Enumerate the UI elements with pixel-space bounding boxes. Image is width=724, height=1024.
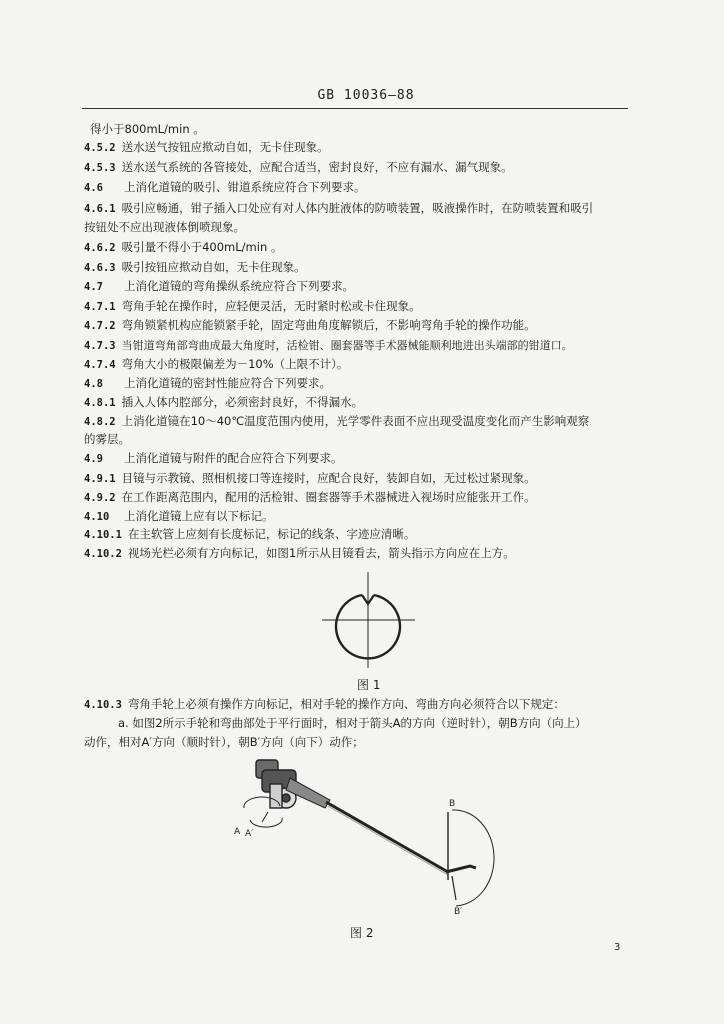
clause-4-10-2: 4.10.2 视场光栏必须有方向标记，如图1所示从目镜看去，箭头指示方向应在上方。: [84, 546, 515, 560]
text-line: 按钮处不应出现液体倒喷现象。: [84, 220, 245, 234]
label-a-prime: A′: [245, 829, 254, 839]
clause-4-6-3: 4.6.3 吸引按钮应揿动自如，无卡住现象。: [84, 260, 306, 274]
clause-4-8-1: 4.8.1 插入人体内腔部分，必须密封良好，不得漏水。: [84, 395, 364, 409]
figure-2-caption: 图 2: [350, 926, 374, 940]
bend-down-indicator: [452, 876, 456, 900]
rotation-arc-a-prime-icon: [250, 818, 282, 827]
clause-item-a: a. 如图2所示手轮和弯曲部处于平行面时，相对于箭头A的方向（逆时针），朝B方向（向上）: [118, 716, 587, 730]
standard-code: GB 10036—88: [317, 88, 415, 103]
clause-4-9-1: 4.9.1 目镜与示教镜、照相机接口等连接时，应配合良好，装卸自如，无过松过紧现象。: [84, 471, 536, 485]
clause-4-6: 4.6 上消化道镜的吸引、钳道系统应符合下列要求。: [84, 180, 366, 194]
clause-4-10-1: 4.10.1 在主软管上应刻有长度标记，标记的线条、字迹应清晰。: [84, 527, 416, 541]
clause-4-7-2: 4.7.2 弯角锁紧机构应能锁紧手轮，固定弯曲角度解锁后，不影响弯角手轮的操作功能。: [84, 318, 536, 332]
clause-4-6-2: 4.6.2 吸引量不得小于400mL/min 。: [84, 240, 283, 254]
figure-1-caption: 图 1: [357, 678, 381, 692]
clause-4-10-3: 4.10.3 弯角手轮上必须有操作方向标记，相对手轮的操作方向、弯曲方向必须符合以下规定：: [84, 697, 565, 711]
clause-4-9-2: 4.9.2 在工作距离范围内，配用的活检钳、圈套器等手术器械进入视场时应能张开工作。: [84, 490, 536, 504]
clause-4-7-3: 4.7.3 当钳道弯角部弯曲成最大角度时，活检钳、圈套器等手术器械能顺利地进出头端部的钳道口。: [84, 339, 573, 352]
clause-4-9: 4.9 上消化道镜与附件的配合应符合下列要求。: [84, 451, 343, 465]
page-number: 3: [614, 942, 621, 953]
label-b: B: [449, 799, 456, 809]
clause-4-7-1: 4.7.1 弯角手轮在操作时，应轻便灵活，无时紧时松或卡住现象。: [84, 299, 421, 313]
bending-section: [446, 866, 476, 872]
label-a: A: [234, 827, 241, 837]
label-b-prime: B′: [454, 907, 463, 917]
insertion-tube-highlight: [328, 806, 448, 875]
clause-4-10: 4.10 上消化道镜上应有以下标记。: [84, 509, 274, 523]
text-line: 得小于800mL/min 。: [90, 122, 205, 136]
clause-4-8: 4.8 上消化道镜的密封性能应符合下列要求。: [84, 376, 331, 390]
clause-4-6-1: 4.6.1 吸引应畅通，钳子插入口处应有对人体内脏液体的防喷装置，吸液操作时，在防喷装置和吸引: [84, 201, 594, 215]
arrow-a-icon: [262, 812, 268, 822]
clause-4-8-2: 4.8.2 上消化道镜在10～40℃温度范围内使用，光学零件表面不应出现受温度变化而产生影响观察: [84, 414, 590, 428]
text-line: 动作，相对A′方向（顺时针），朝B′方向（向下）动作；: [84, 735, 364, 749]
insertion-tube: [326, 802, 448, 872]
clause-4-5-3: 4.5.3 送水送气系统的各管接处，应配合适当，密封良好，不应有漏水、漏气现象。: [84, 160, 513, 174]
text-line: 的雾层。: [84, 432, 130, 446]
bend-direction-arc: [452, 810, 494, 906]
clause-4-5-2: 4.5.2 送水送气按钮应揿动自如，无卡住现象。: [84, 140, 329, 154]
clause-4-7: 4.7 上消化道镜的弯角操纵系统应符合下列要求。: [84, 279, 354, 293]
clause-4-7-4: 4.7.4 弯角大小的极限偏差为－10%（上限不计）。: [84, 357, 349, 371]
